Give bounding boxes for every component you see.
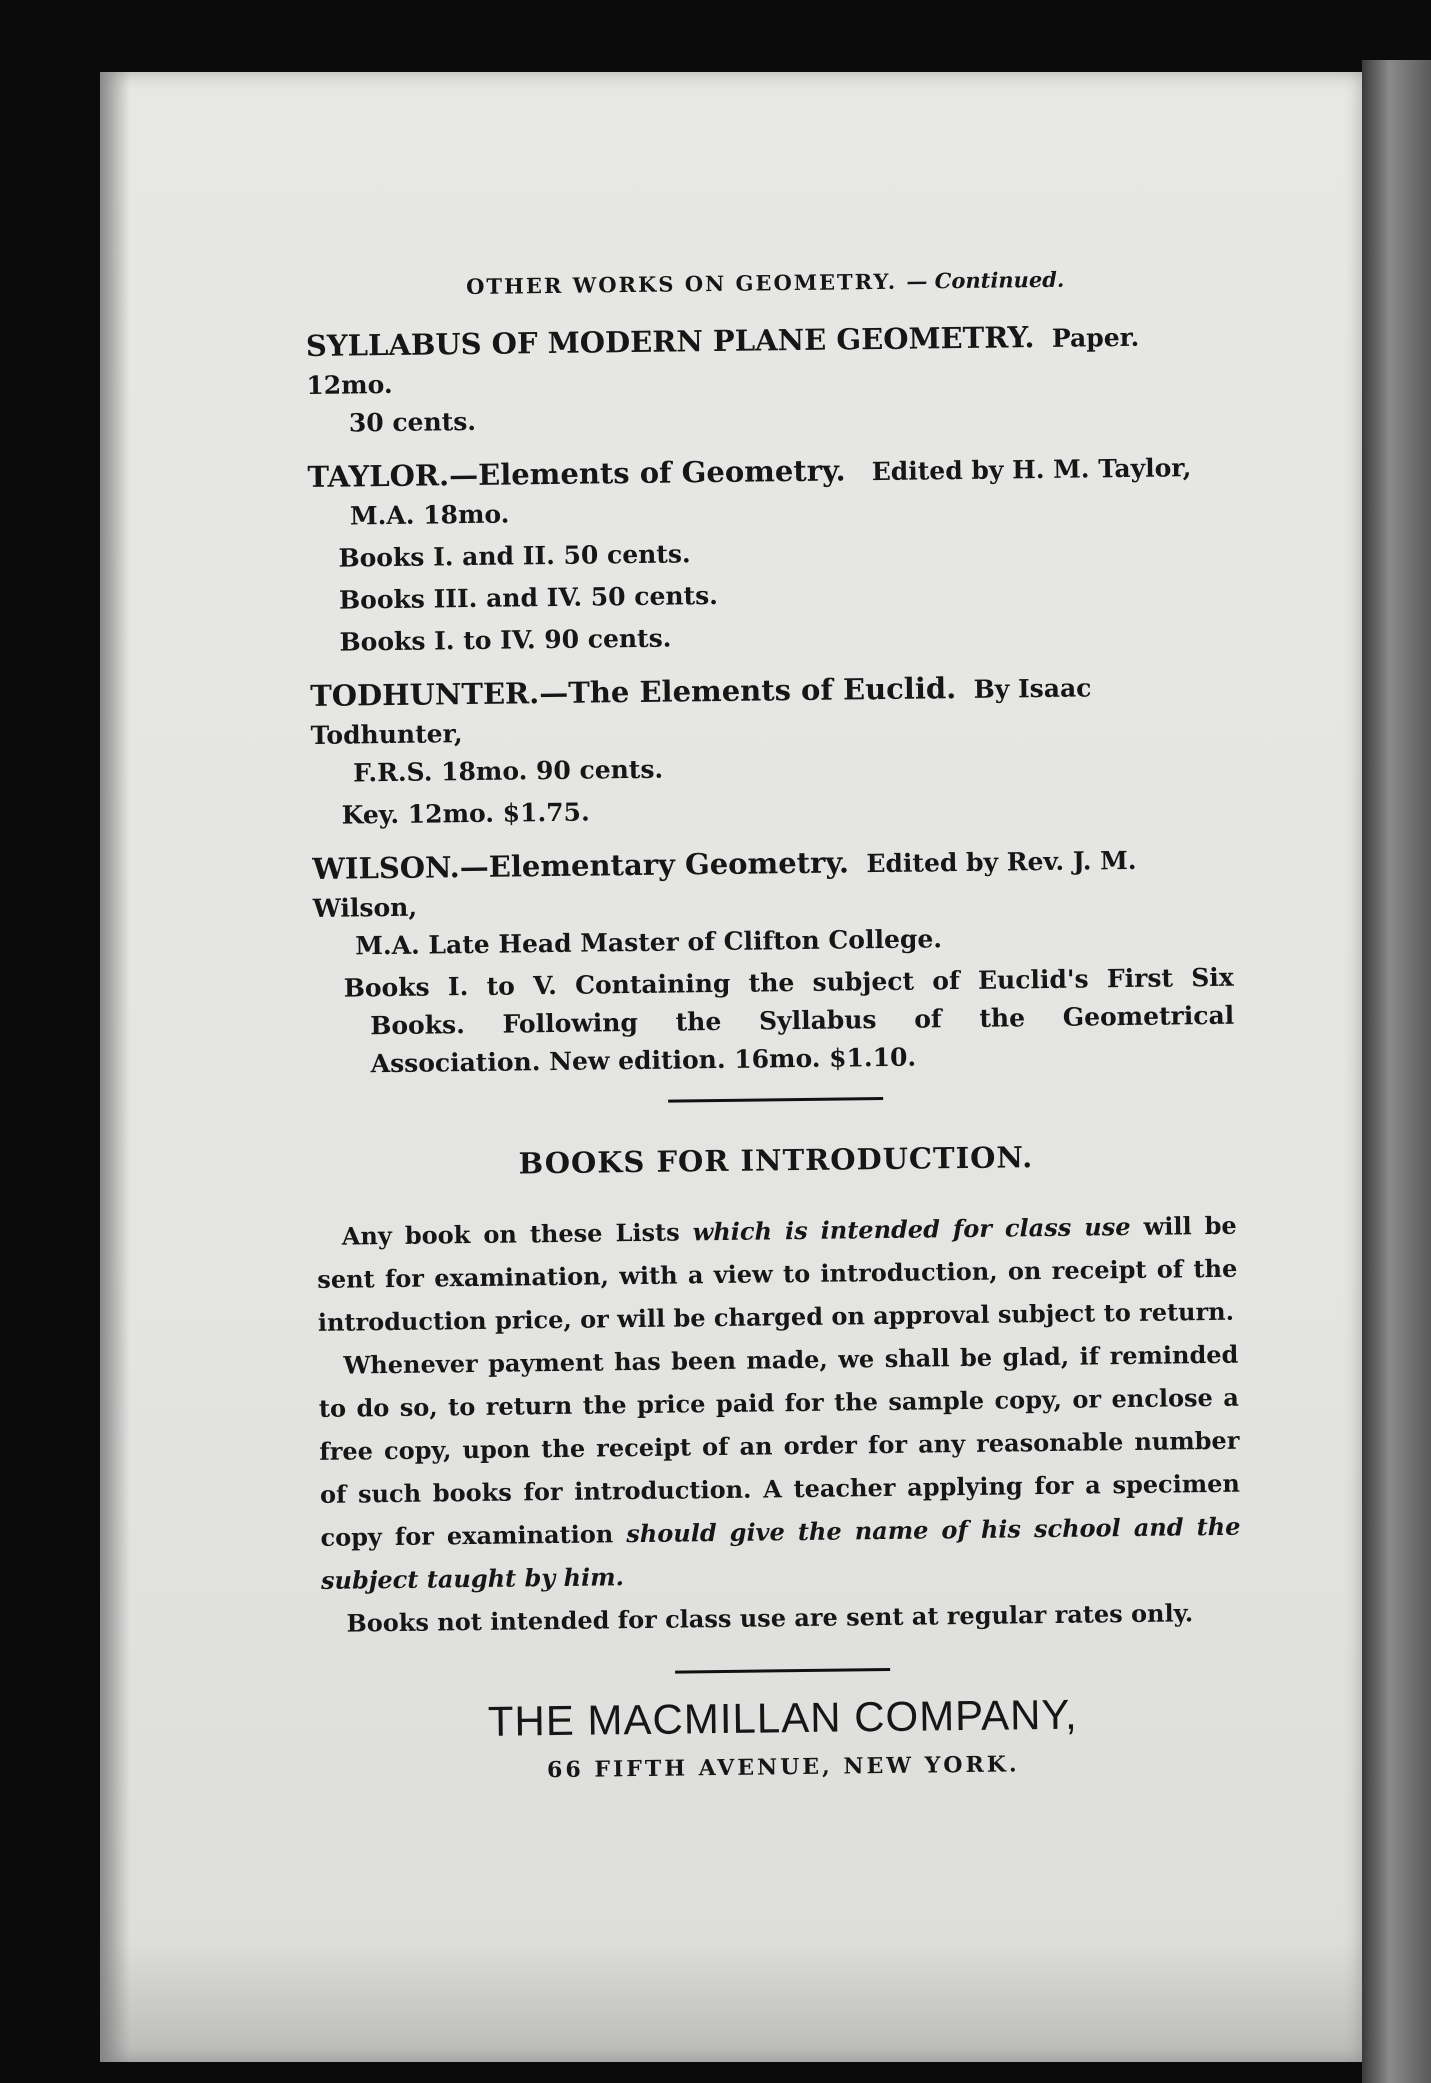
book-entry-todhunter (310, 665, 1232, 835)
section-heading-text: OTHER WORKS ON GEOMETRY. (466, 268, 898, 300)
page-content (305, 259, 1244, 1792)
divider-rule (675, 1668, 890, 1674)
book-price-line: Books III. and IV. 50 cents. (338, 580, 719, 615)
book-entry-taylor (307, 446, 1229, 662)
adjacent-page-edge (1362, 60, 1431, 2083)
page-bottom-shadow (100, 1940, 1362, 2062)
intro-italic-text: should give the name of his school and the subject taught by him. (320, 1511, 1241, 1595)
intro-text: Whenever payment has been made, we shall be glad, if reminded to do so, to return the price paid for the sample copy, or enclose a free copy, upon the receipt of an order for any reasonable number of such books for introduction. A teacher applying for a specimen copy for examination (318, 1339, 1241, 1552)
book-price-line: Books I. and II. 50 cents. (338, 539, 691, 573)
entry-title: TODHUNTER.—The Elements of Euclid. (309, 671, 957, 713)
book-price-line: Books I. to V. Containing the subject of Euclid's First Six Books. Following the Syllabus of the Geometrical Association. New edition. 16mo. $1.10. (343, 962, 1235, 1079)
intro-text: Any book on these Lists (341, 1217, 693, 1251)
book-entry-wilson (312, 838, 1235, 1084)
book-price-line: Key. 12mo. $1.75. (341, 797, 590, 830)
entry-details: By Isaac Todhunter, (310, 673, 1092, 750)
section-heading-continued: — Continued. (906, 266, 1065, 294)
entry-line2: M.A. 18mo. (349, 499, 510, 531)
entry-details: Edited by H. M. Taylor, (871, 453, 1192, 487)
book-entry-syllabus (306, 315, 1227, 443)
entry-title: TAYLOR.—Elements of Geometry. (307, 453, 846, 494)
book-price-line: Books I. to IV. 90 cents. (339, 623, 672, 657)
entry-line2: F.R.S. 18mo. 90 cents. (352, 754, 664, 788)
entry-books (311, 786, 1231, 835)
intro-text: will be sent for examination, with a view to introduction, on receipt of the introduction price, or will be charged on approval subject to return. (317, 1210, 1238, 1337)
intro-paragraph-2 (318, 1333, 1241, 1602)
intro-italic-text: which is intended for class use (692, 1211, 1131, 1247)
publisher-name: THE MACMILLAN COMPANY, (487, 1690, 1078, 1745)
entry-line2: M.A. Late Head Master of Clifton College. (355, 924, 943, 961)
entry-books (308, 529, 1229, 662)
page-binding-shadow (100, 72, 130, 2062)
divider-rule (668, 1097, 883, 1103)
entry-line2: 30 cents. (348, 406, 477, 438)
intro-paragraph-3: Books not intended for class use are sent at regular rates only. (346, 1598, 1194, 1638)
entry-title: WILSON.—Elementary Geometry. (312, 845, 850, 886)
entry-details: Paper. 12mo. (306, 322, 1140, 400)
publisher-address: 66 FIFTH AVENUE, NEW YORK. (546, 1751, 1020, 1784)
entry-details: Edited by Rev. J. M. Wilson, (312, 845, 1137, 923)
entry-books (314, 959, 1235, 1084)
intro-title: BOOKS FOR INTRODUCTION. (518, 1140, 1034, 1181)
entry-title: SYLLABUS OF MODERN PLANE GEOMETRY. (305, 320, 1035, 363)
intro-paragraph-1 (317, 1204, 1239, 1344)
